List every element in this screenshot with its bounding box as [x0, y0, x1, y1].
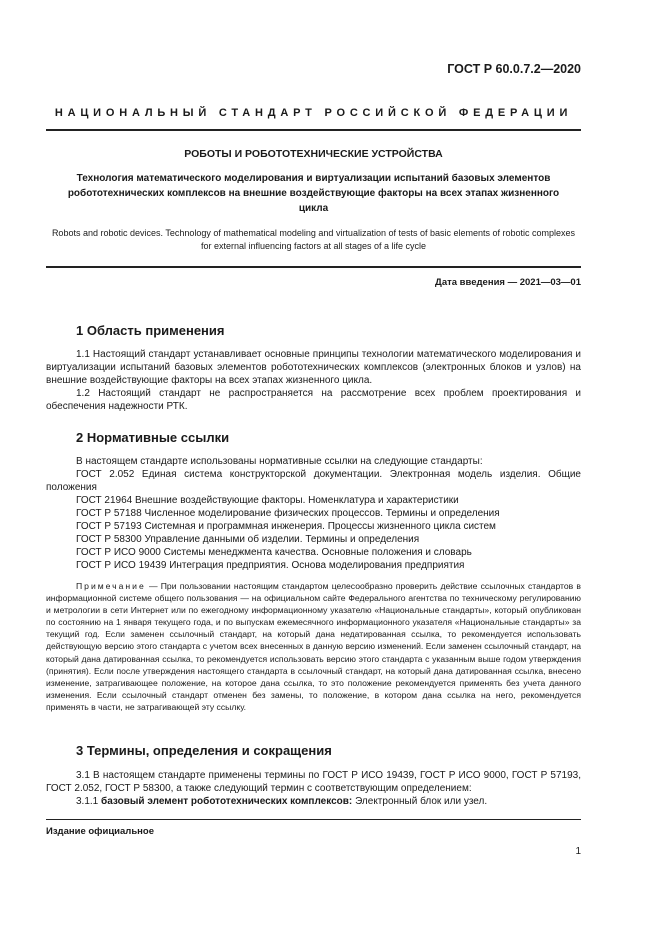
- section-1-paragraph-2: 1.2 Настоящий стандарт не распространяется на рассмотрение всех проблем проектирования и обеспечения надежности РТК.: [46, 388, 581, 412]
- term-description: Электронный блок или узел.: [355, 796, 488, 807]
- section-1-paragraph-1: 1.1 Настоящий стандарт устанавливает основные принципы технологии математического моделирования и виртуализации испытаний базовых элементов робототехнических комплексов (электронных блоков и узлов) на внешние воздействующие факторы на всех этапах жизненного цикла.: [46, 349, 581, 386]
- section-2-intro: В настоящем стандарте использованы нормативные ссылки на следующие стандарты:: [76, 456, 483, 467]
- term-number: 3.1.1: [76, 796, 99, 807]
- title-divider: [46, 266, 581, 268]
- term-name: базовый элемент робототехнических комплексов:: [101, 796, 353, 807]
- introduction-date: Дата введения — 2021—03—01: [435, 277, 581, 288]
- reference-gost-57193: ГОСТ Р 57193 Системная и программная инженерия. Процессы жизненного цикла систем: [76, 521, 496, 532]
- reference-gost-21964: ГОСТ 21964 Внешние воздействующие факторы. Номенклатура и характеристики: [76, 495, 459, 506]
- section-1-heading: 1 Область применения: [76, 323, 225, 338]
- reference-gost-2052: ГОСТ 2.052 Единая система конструкторской документации. Электронная модель изделия. Общие положения: [46, 469, 581, 493]
- note-block: [46, 580, 581, 713]
- note-label: Примечание: [76, 581, 146, 591]
- edition-label: Издание официальное: [46, 826, 154, 837]
- title-russian: Технология математического моделирования и виртуализации испытаний базовых элементов робототехнических комплексов на внешние воздействующие факторы на всех этапах жизненного цикла: [67, 173, 560, 214]
- reference-gost-58300: ГОСТ Р 58300 Управление данными об изделии. Термины и определения: [76, 534, 420, 545]
- national-standard-banner: НАЦИОНАЛЬНЫЙ СТАНДАРТ РОССИЙСКОЙ ФЕДЕРАЦИИ: [54, 107, 573, 119]
- title-english: Robots and robotic devices. Technology of mathematical modeling and virtualization of tests of basic elements of robotic complexes for external influencing factors at all stages of a life cycle: [51, 228, 576, 251]
- top-divider: [46, 129, 581, 131]
- term-definition: [46, 795, 581, 808]
- reference-iso-9000: ГОСТ Р ИСО 9000 Системы менеджмента качества. Основные положения и словарь: [76, 547, 472, 558]
- title-main: РОБОТЫ И РОБОТОТЕХНИЧЕСКИЕ УСТРОЙСТВА: [184, 148, 443, 160]
- footer-divider: [46, 819, 581, 820]
- note-text: — При пользовании настоящим стандартом целесообразно проверить действие ссылочных стандартов в информационной системе общего пользования — на официальном сайте Федерального агентства по техническому регулированию и метрологии в сети Интернет или по ежегодному информационному указателю «Национальные стандарты», который опубликован по состоянию на 1 января текущего года, и по выпускам ежемесячного информационного указателя «Национальные стандарты» за текущий год. Если заменен ссылочный стандарт, на который дана недатированная ссылка, то рекомендуется использовать действующую версию этого стандарта с учетом всех внесенных в данную версию изменений. Если заменен ссылочный стандарт, на который дана датированная ссылка, то рекомендуется использовать версию этого стандарта с указанным выше годом утверждения (принятия). Если после утверждения настоящего стандарта в ссылочный стандарт, на который дана датированная ссылка, внесено изменение, затрагивающее положение, на которое дана ссылка, то это положение рекомендуется применять без учета данного изменения. Если ссылочный стандарт отменен без замены, то положение, в котором дана ссылка на него, рекомендуется применять в части, не затрагивающей эту ссылку.: [46, 581, 581, 712]
- reference-gost-57188: ГОСТ Р 57188 Численное моделирование физических процессов. Термины и определения: [76, 508, 500, 519]
- section-3-paragraph-1: 3.1 В настоящем стандарте применены термины по ГОСТ Р ИСО 19439, ГОСТ Р ИСО 9000, ГОСТ Р 57193, ГОСТ 2.052, ГОСТ Р 58300, а также следующий термин с соответствующим определением:: [46, 770, 581, 794]
- page-number: 1: [575, 846, 581, 857]
- reference-iso-19439: ГОСТ Р ИСО 19439 Интеграция предприятия. Основа моделирования предприятия: [76, 560, 465, 571]
- document-code: ГОСТ Р 60.0.7.2—2020: [447, 62, 581, 76]
- section-2-heading: 2 Нормативные ссылки: [76, 430, 230, 445]
- section-3-heading: 3 Термины, определения и сокращения: [76, 743, 332, 758]
